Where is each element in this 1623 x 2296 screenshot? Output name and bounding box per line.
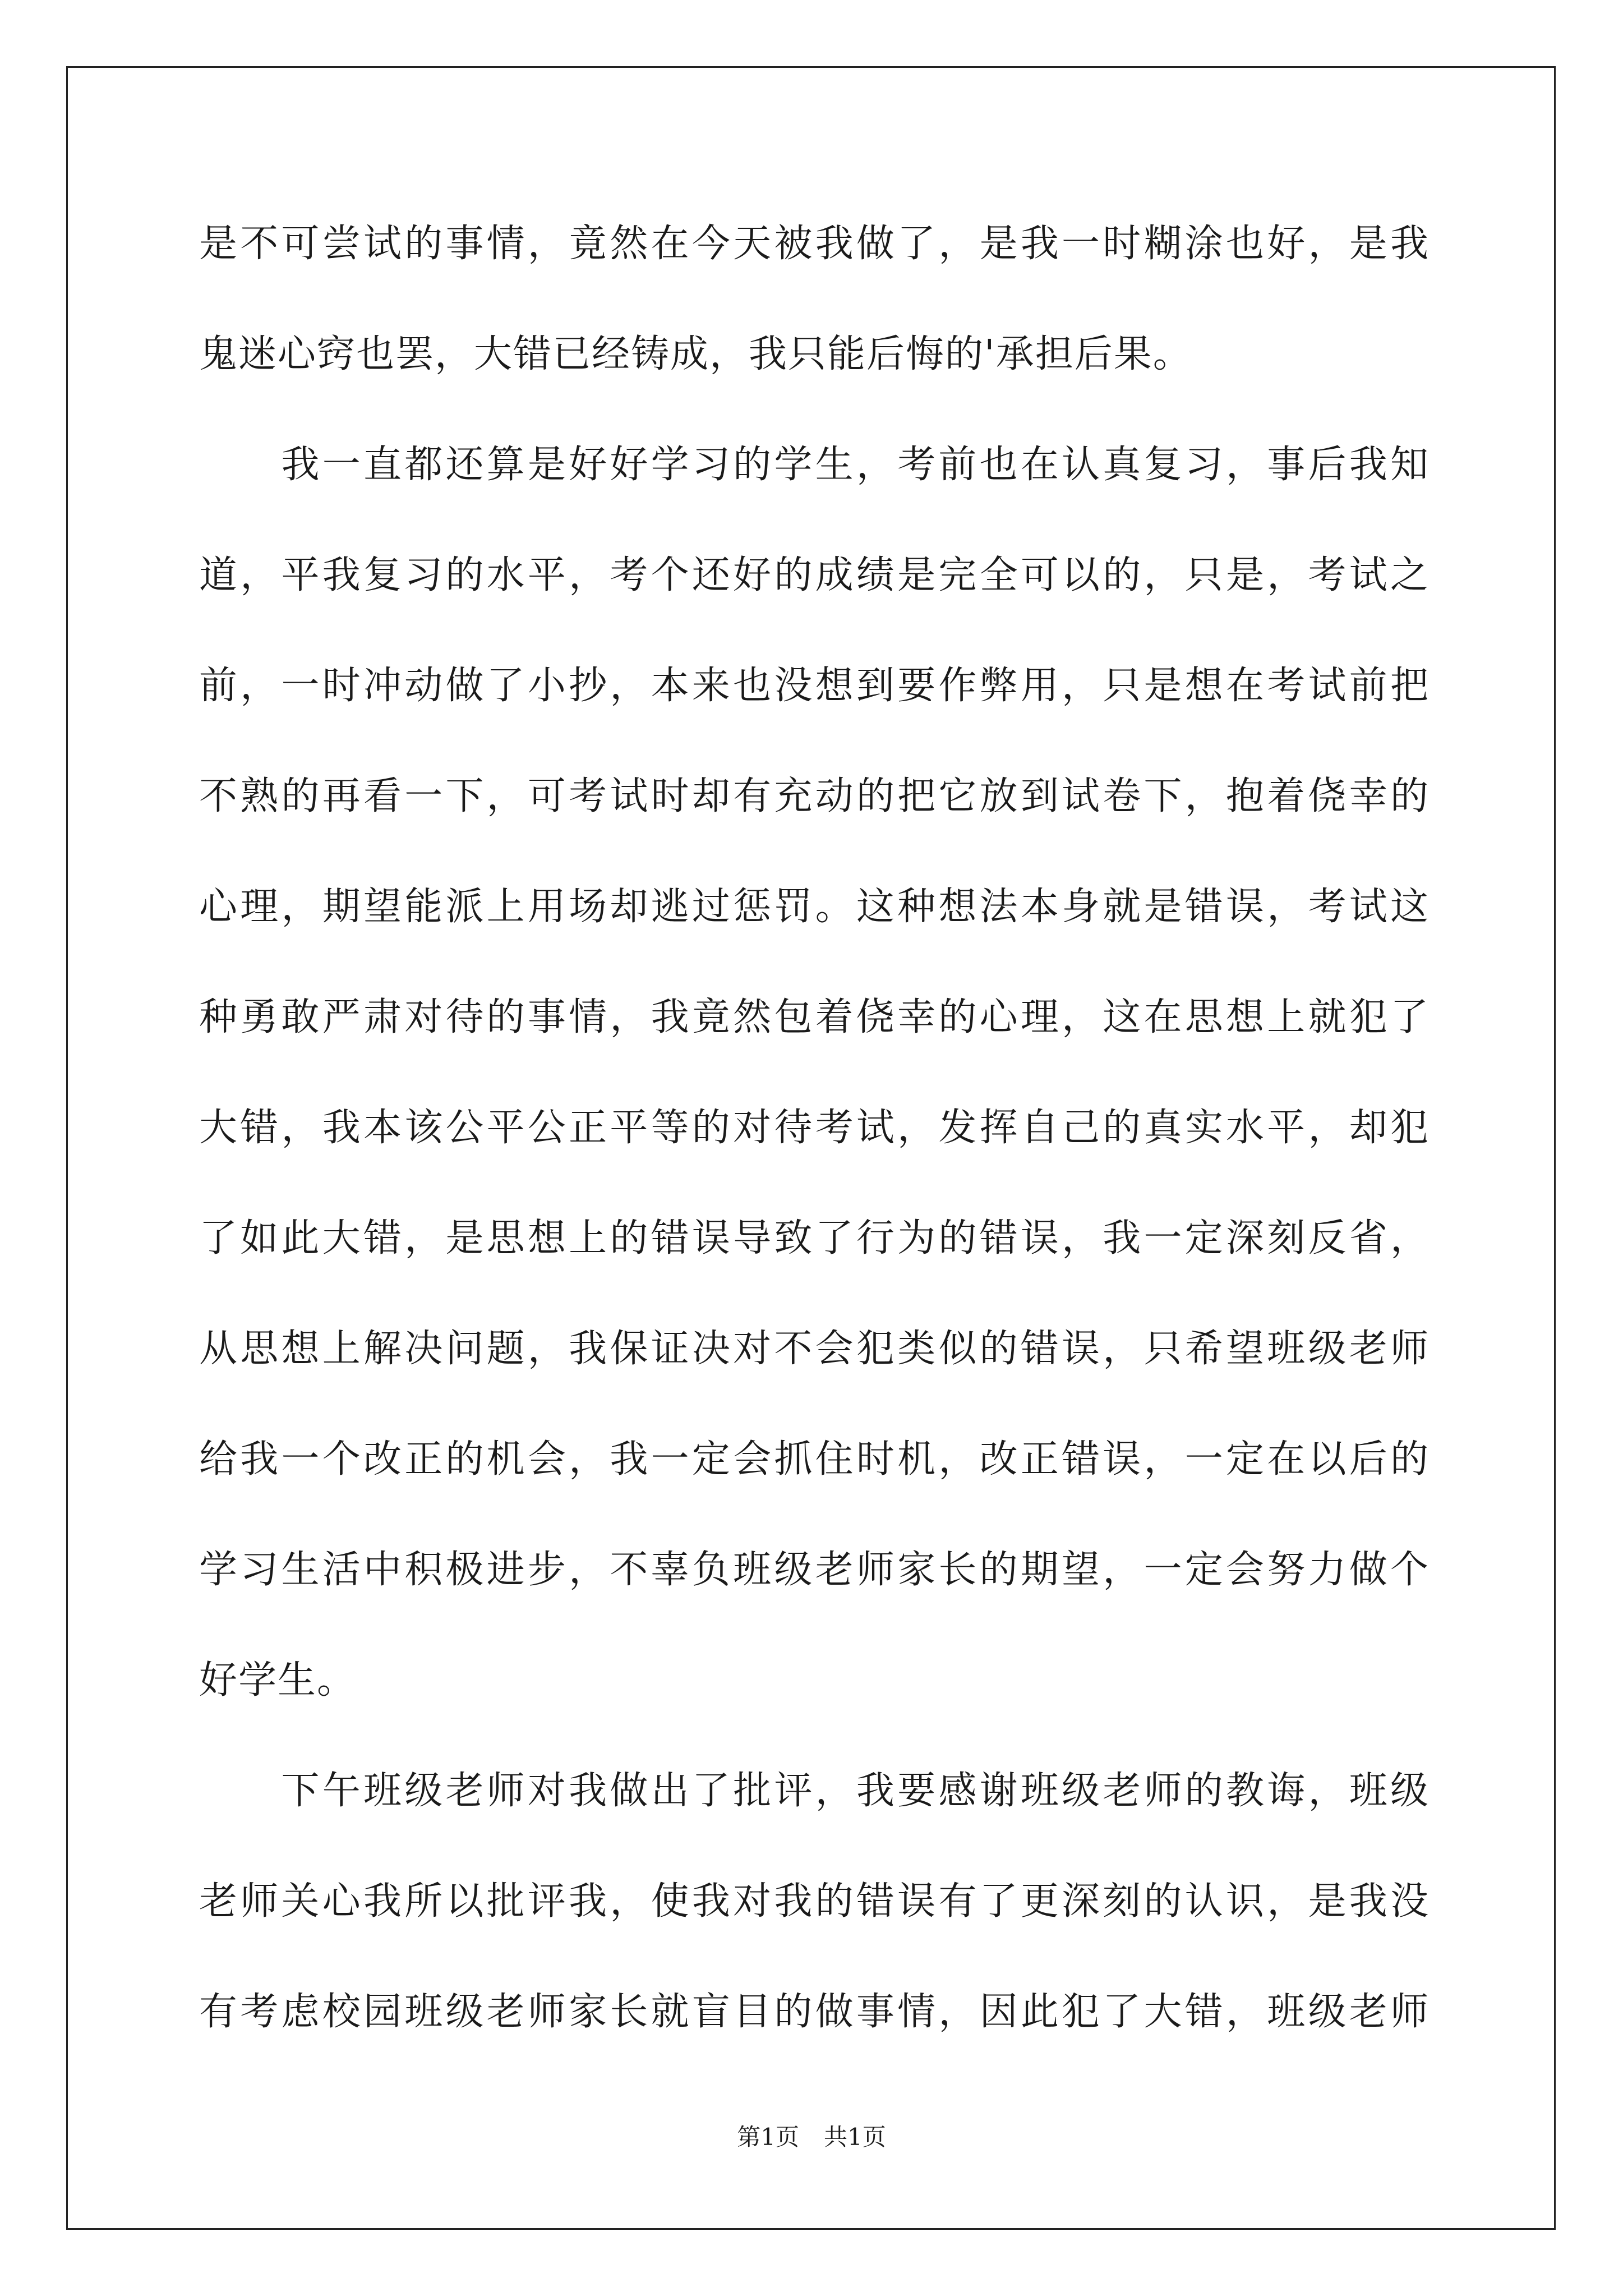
page-total: 共1页 bbox=[824, 2123, 886, 2151]
text-line: 老师关心我所以批评我，使我对我的错误有了更深刻的认识，是我没 bbox=[199, 1879, 1430, 1924]
text-line: 心理，期望能派上用场却逃过惩罚。这种想法本身就是错误，考试这 bbox=[199, 885, 1430, 929]
text-line: 我一直都还算是好好学习的学生，考前也在认真复习，事后我知 bbox=[199, 443, 1430, 487]
text-line: 前，一时冲动做了小抄，本来也没想到要作弊用，只是想在考试前把 bbox=[199, 664, 1430, 708]
text-line: 从思想上解决问题，我保证决对不会犯类似的错误，只希望班级老师 bbox=[199, 1327, 1430, 1371]
text-line: 大错，我本该公平公正平等的对待考试，发挥自己的真实水平，却犯 bbox=[199, 1106, 1430, 1150]
text-line: 好学生。 bbox=[199, 1658, 357, 1703]
text-line: 学习生活中积极进步，不辜负班级老师家长的期望，一定会努力做个 bbox=[199, 1548, 1430, 1592]
text-line: 种勇敢严肃对待的事情，我竟然包着侥幸的心理，这在思想上就犯了 bbox=[199, 995, 1430, 1039]
page-number: 第1页 bbox=[737, 2123, 799, 2151]
text-line: 有考虑校园班级老师家长就盲目的做事情，因此犯了大错，班级老师 bbox=[199, 1990, 1430, 2034]
document-body bbox=[199, 213, 1430, 2092]
page-footer bbox=[0, 2120, 1623, 2154]
text-line: 给我一个改正的机会，我一定会抓住时机，改正错误，一定在以后的 bbox=[199, 1437, 1430, 1481]
text-line: 了如此大错，是思想上的错误导致了行为的错误，我一定深刻反省， bbox=[199, 1216, 1430, 1260]
text-line: 不熟的再看一下，可考试时却有充动的把它放到试卷下，抱着侥幸的 bbox=[199, 774, 1430, 818]
text-line: 道，平我复习的水平，考个还好的成绩是完全可以的，只是，考试之 bbox=[199, 553, 1430, 597]
text-line: 下午班级老师对我做出了批评，我要感谢班级老师的教诲，班级 bbox=[199, 1769, 1430, 1813]
text-line: 鬼迷心窍也罢，大错已经铸成，我只能后悔的'承担后果。 bbox=[199, 332, 1192, 376]
text-line: 是不可尝试的事情，竟然在今天被我做了，是我一时糊涂也好，是我 bbox=[199, 222, 1430, 266]
